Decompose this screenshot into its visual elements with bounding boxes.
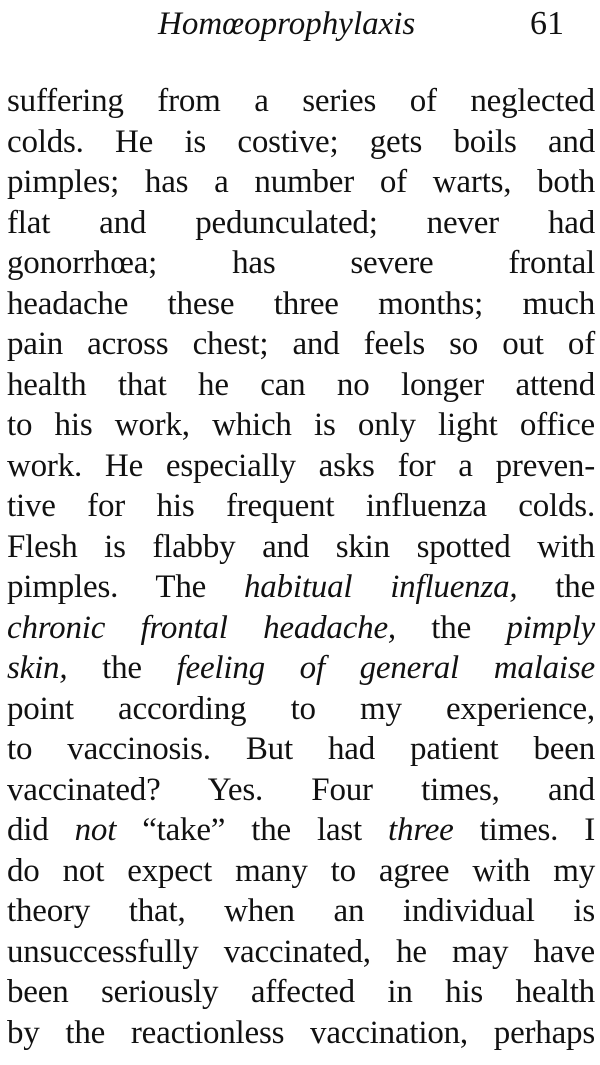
text-line	[7, 810, 595, 851]
text-run: pimples. The	[7, 569, 244, 605]
text-line	[7, 689, 595, 730]
text-run: unsuccessfully vaccinated, he may have	[7, 933, 595, 970]
text-line	[7, 122, 595, 163]
running-title: Homœoprophylaxis	[158, 6, 416, 42]
text-line	[7, 284, 595, 325]
text-line	[7, 527, 595, 568]
text-run: did	[7, 812, 75, 848]
text-line	[7, 405, 595, 446]
text-run: do not expect many to agree with my	[7, 852, 595, 889]
italic-run: habitual influenza,	[243, 569, 518, 605]
italic-run: pimply	[506, 609, 595, 646]
text-line	[7, 243, 595, 284]
italic-run: feeling of general malaise	[176, 650, 595, 686]
text-run: times. I	[453, 812, 596, 848]
text-run: work. He especially asks for a preven-	[7, 447, 595, 484]
text-line	[7, 446, 595, 487]
text-run: health that he can no longer attend	[7, 366, 595, 403]
text-line	[7, 162, 595, 203]
italic-run: three	[388, 812, 454, 848]
text-run: colds. He is costive; gets boils and	[7, 123, 595, 160]
text-run: flat and pedunculated; never had	[7, 204, 595, 241]
text-run: the	[517, 569, 596, 605]
text-run: pimples; has a number of warts, both	[7, 164, 595, 200]
text-run: suffering from a series of neglected	[7, 83, 595, 119]
text-run: gonorrhœa; has severe frontal	[7, 245, 595, 281]
text-line	[7, 203, 595, 244]
text-line	[7, 486, 595, 527]
text-line	[7, 324, 595, 365]
text-line	[7, 932, 595, 973]
text-line	[7, 81, 595, 122]
italic-run: chronic frontal headache,	[7, 609, 396, 646]
text-run: theory that, when an individual is	[7, 893, 595, 929]
text-line	[7, 365, 595, 406]
italic-run: skin,	[7, 650, 68, 686]
text-run: pain across chest; and feels so out of	[7, 326, 595, 362]
text-run: headache these three months; much	[7, 285, 595, 322]
text-run: been seriously affected in his health	[7, 974, 595, 1010]
text-line	[7, 972, 595, 1013]
text-run: Flesh is flabby and skin spotted with	[7, 528, 595, 565]
text-line	[7, 770, 595, 811]
text-run: “take” the last	[116, 812, 389, 848]
text-run: to his work, which is only light office	[7, 407, 595, 443]
body-text	[7, 81, 595, 1053]
text-line	[7, 567, 595, 608]
text-line	[7, 851, 595, 892]
text-run: vaccinated? Yes. Four times, and	[7, 771, 595, 808]
italic-run: not	[74, 812, 117, 848]
text-run: tive for his frequent influenza colds.	[7, 488, 595, 524]
text-line	[7, 608, 595, 649]
page-number: 61	[530, 5, 564, 42]
text-run: the	[395, 609, 507, 646]
text-run: to vaccinosis. But had patient been	[7, 731, 595, 767]
text-run: by the reactionless vaccination, perhaps	[7, 1014, 595, 1051]
text-line	[7, 1013, 595, 1054]
running-head	[0, 4, 600, 54]
text-run: the	[67, 650, 177, 686]
text-run: point according to my experience,	[7, 690, 595, 727]
text-line	[7, 729, 595, 770]
text-line	[7, 648, 595, 689]
text-line	[7, 891, 595, 932]
